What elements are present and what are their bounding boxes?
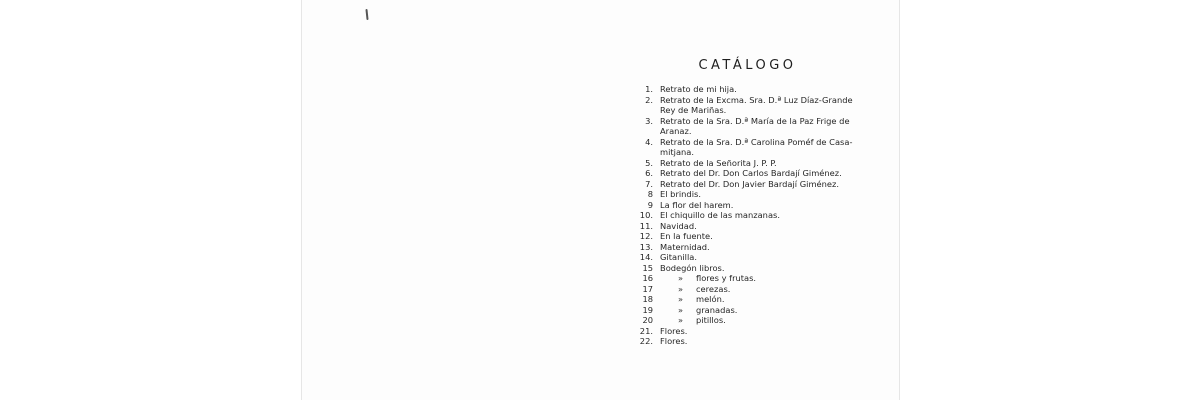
catalog-item-text: Retrato de mi hija. — [660, 84, 737, 94]
catalog-item-row — [638, 168, 858, 179]
catalog-item-continuation: Aranaz. — [660, 126, 692, 136]
catalog-item-row — [638, 116, 858, 127]
catalog-item-text: Gitanilla. — [660, 252, 697, 262]
catalog-item — [638, 116, 858, 137]
catalog-item — [638, 200, 858, 211]
catalog-item-row — [638, 210, 858, 221]
catalog-item-text: cerezas. — [696, 283, 731, 294]
catalog-item-row — [638, 84, 858, 95]
catalog-item-number: 4. — [645, 136, 653, 147]
catalog-item-row — [638, 263, 858, 274]
ditto-mark: » — [678, 283, 684, 294]
catalog-item-row — [638, 252, 858, 263]
catalog-item-sub — [660, 284, 858, 295]
catalog-item — [638, 179, 858, 190]
catalog-item-number: 6. — [645, 168, 653, 178]
catalog-item — [638, 168, 858, 179]
catalog-item-text: flores y frutas. — [696, 273, 757, 283]
catalog-item-number: 15 — [642, 262, 653, 273]
catalog-item-text: melón. — [696, 294, 725, 304]
catalog-item-text-wrap — [660, 273, 858, 284]
catalog-item-text: Navidad. — [660, 220, 697, 231]
catalog-item-text: Retrato del Dr. Don Carlos Bardají Giménez. — [660, 168, 842, 178]
catalog-item-text: El chiquillo de las manzanas. — [660, 210, 780, 220]
catalog-item-number: 1. — [645, 84, 653, 94]
catalog-item — [638, 294, 858, 305]
catalog-item — [638, 189, 858, 200]
catalog-item-text: pitillos. — [696, 315, 726, 325]
catalog-item — [638, 284, 858, 295]
catalog-item — [638, 158, 858, 169]
catalog-item-row — [638, 315, 858, 326]
catalog-item-sub — [660, 273, 858, 284]
ditto-mark: » — [678, 315, 684, 325]
catalog-item-sub — [660, 315, 858, 326]
catalog-item-row — [638, 231, 858, 242]
catalog-item — [638, 221, 858, 232]
catalog-item-number: 3. — [645, 115, 653, 126]
catalog-item-row — [638, 273, 858, 284]
catalog-item-number: 8 — [647, 189, 653, 199]
catalog-item-text: La flor del harem. — [660, 199, 734, 210]
catalog-item-number: 17 — [642, 283, 653, 294]
catalog-item-row — [638, 326, 858, 337]
catalog-item — [638, 95, 858, 116]
catalog-item-row — [638, 336, 858, 347]
catalog-item-text: Retrato del Dr. Don Javier Bardají Giménez. — [660, 178, 840, 189]
catalog-item-text: Maternidad. — [660, 241, 710, 252]
catalog-item-row — [638, 137, 858, 148]
catalog-item-row — [638, 95, 858, 106]
catalog-item-number: 18 — [642, 294, 653, 304]
catalog-item-row — [638, 200, 858, 211]
catalog-item-text-wrap — [660, 294, 858, 305]
catalog-item-number: 2. — [645, 94, 653, 105]
catalog-item — [638, 242, 858, 253]
catalog-item-continuation: Rey de Mariñas. — [660, 105, 727, 115]
catalog-item-number: 22. — [639, 336, 653, 346]
catalog-item-number: 19 — [642, 304, 653, 315]
catalog-item-text: En la fuente. — [660, 231, 713, 241]
catalog-item-number: 7. — [645, 178, 653, 189]
catalog-list — [638, 84, 858, 347]
catalog-item — [638, 326, 858, 337]
catalog-item-number: 13. — [639, 241, 653, 252]
catalog-item-text: granadas. — [696, 304, 738, 315]
catalog-item-text-wrap — [660, 315, 858, 326]
catalog-item-number: 16 — [642, 273, 653, 283]
catalog-item — [638, 252, 858, 263]
catalog-item-row — [638, 242, 858, 253]
catalog-item-row — [638, 189, 858, 200]
catalog-item-text: Retrato de la Sra. D.ª María de la Paz Frige de — [660, 115, 850, 126]
catalog-item — [638, 315, 858, 326]
ditto-mark: » — [678, 273, 684, 283]
catalog-item-text-wrap — [660, 305, 858, 316]
catalog-item — [638, 84, 858, 95]
catalog-item-text: Retrato de la Señorita J. P. P. — [660, 157, 777, 168]
catalog-item-number: 21. — [639, 325, 653, 336]
catalog-item-number: 10. — [639, 210, 653, 220]
catalog-item-row — [638, 305, 858, 316]
catalog-item-text: Bodegón libros. — [660, 262, 725, 273]
catalog-item-text: Retrato de la Sra. D.ª Carolina Poméf de Casa- — [660, 136, 853, 147]
catalog-item-number: 5. — [645, 157, 653, 168]
catalog-item-number: 14. — [639, 252, 653, 262]
catalog-item-row — [638, 158, 858, 169]
catalog-item — [638, 263, 858, 274]
catalog-item-continuation: mitjana. — [660, 147, 695, 157]
catalog-item-text-wrap — [660, 284, 858, 295]
catalog-item — [638, 137, 858, 158]
catalog-item — [638, 305, 858, 316]
catalog-item — [638, 273, 858, 284]
catalog-item-text: Flores. — [660, 336, 688, 346]
catalog-item-row — [638, 179, 858, 190]
catalog-title: CATÁLOGO — [698, 58, 797, 73]
catalog-item-row — [638, 284, 858, 295]
catalog-item-number: 12. — [639, 231, 653, 241]
ditto-mark: » — [678, 304, 684, 315]
catalog-item-row — [638, 294, 858, 305]
catalog-item-text: El brindis. — [660, 189, 701, 199]
ditto-mark: » — [678, 294, 684, 304]
catalog-item-sub — [660, 305, 858, 316]
catalog-item — [638, 231, 858, 242]
catalog-item-text: Flores. — [660, 325, 688, 336]
catalog-item-text: Retrato de la Excma. Sra. D.ª Luz Díaz-Grande — [660, 94, 853, 105]
catalog-item-sub — [660, 294, 858, 305]
catalog-item-number: 9 — [647, 199, 653, 210]
catalog-item-number: 20 — [642, 315, 653, 325]
catalog-item — [638, 336, 858, 347]
catalog-item-number: 11. — [639, 220, 653, 231]
catalog-item — [638, 210, 858, 221]
catalog-item-row — [638, 221, 858, 232]
